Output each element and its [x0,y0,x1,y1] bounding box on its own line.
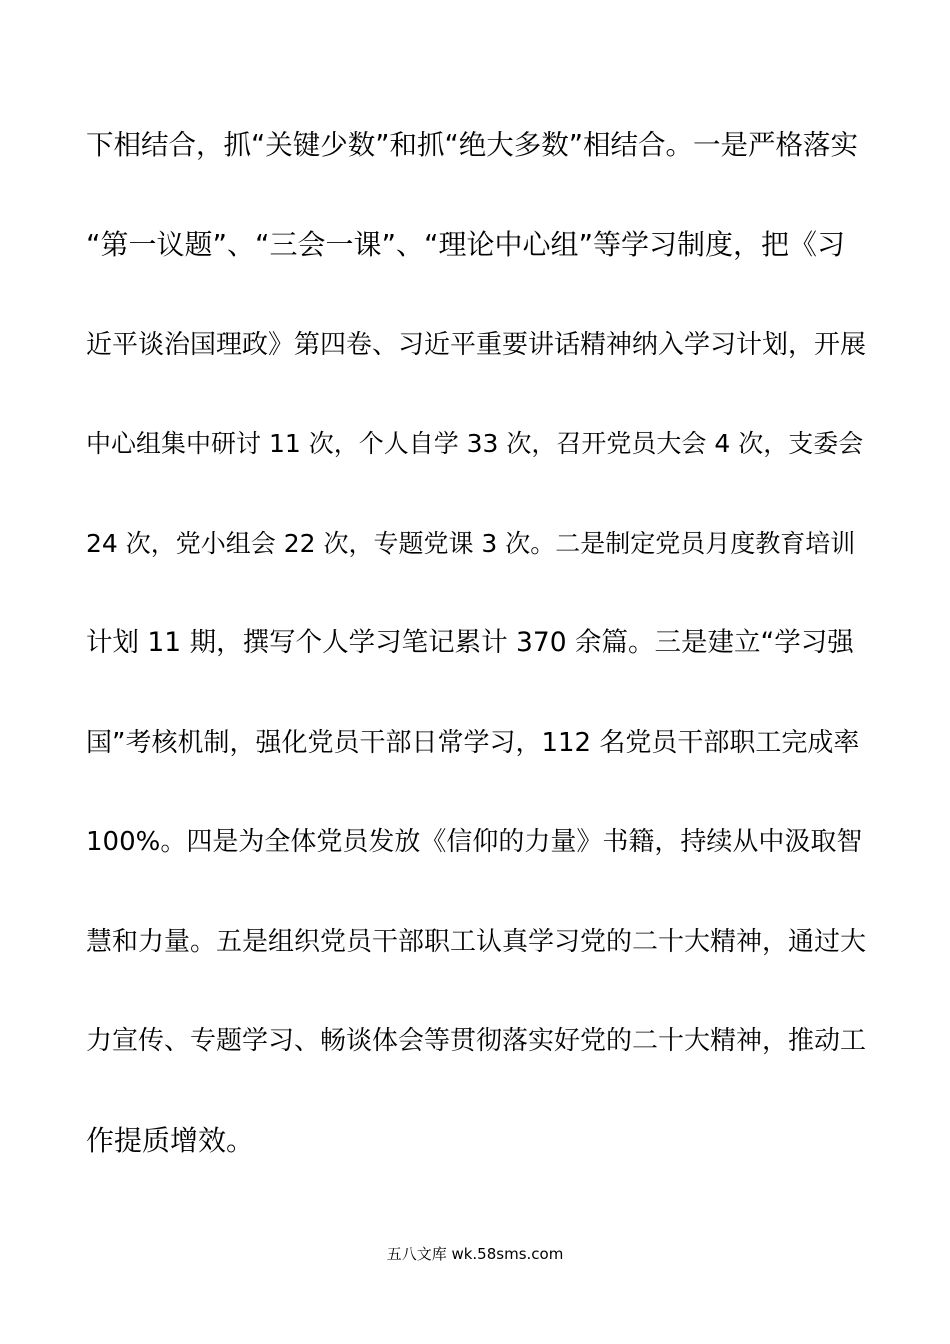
text-line: 力宣传、专题学习、畅谈体会等贯彻落实好党的二十大精神，推动工 [86,1026,867,1056]
text-line: 下相结合，抓“关键少数”和抓“绝大多数”相结合。一是严格落实 [86,129,858,161]
text-line: 计划 11 期，撰写个人学习笔记累计 370 余篇。三是建立“学习强 [86,627,854,658]
text-line: 24 次，党小组会 22 次，专题党课 3 次。二是制定党员月度教育培训 [86,529,856,558]
text-line: 国”考核机制，强化党员干部日常学习，112 名党员干部职工完成率 [86,728,860,758]
text-line: 中心组集中研讨 11 次，个人自学 33 次，召开党员大会 4 次，支委会 [86,429,864,458]
text-line: “第一议题”、“三会一课”、“理论中心组”等学习制度，把《习 [86,228,846,261]
page-footer: 五八文库 wk.58sms.com [386,1245,564,1263]
text-line: 近平谈治国理政》第四卷、习近平重要讲话精神纳入学习计划，开展 [86,330,867,360]
text-line: 慧和力量。五是组织党员干部职工认真学习党的二十大精神，通过大 [86,927,867,957]
text-line: 作提质增效。 [86,1124,255,1157]
text-line: 100%。四是为全体党员发放《信仰的力量》书籍，持续从中汲取智 [86,827,863,857]
